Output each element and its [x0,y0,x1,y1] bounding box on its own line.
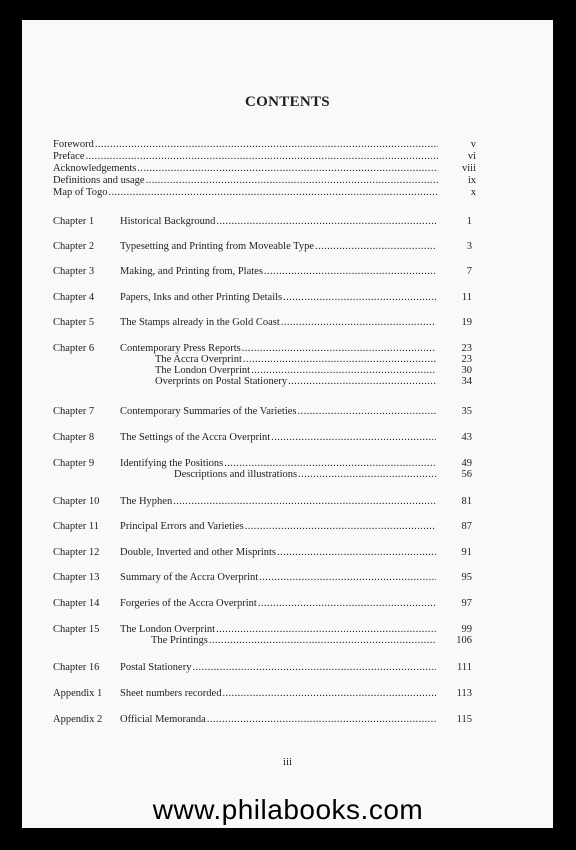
chapter-label: Appendix 1 [53,688,103,699]
entry-title: The Settings of the Accra Overprint ..... [120,432,436,443]
chapter-label: Chapter 8 [53,432,95,443]
chapter-label: Chapter 3 [53,266,95,277]
page-number: 30 [461,365,472,376]
entry-title: Descriptions and illustrations ..... [174,469,436,480]
page-number: 113 [456,688,472,699]
page-number: 7 [466,266,472,277]
page-number: ix [467,175,476,186]
chapter-label: Chapter 1 [53,216,95,227]
chapter-label: Chapter 14 [53,598,100,609]
chapter-label: Chapter 12 [53,547,100,558]
entry-title: The London Overprint ..... [155,365,436,376]
chapter-label: Chapter 2 [53,241,95,252]
page-number: 91 [461,547,472,558]
entry-title: Overprints on Postal Stationery ..... [155,376,436,387]
watermark-url: www.philabooks.com [152,794,424,825]
entry-title: Historical Background ..... [120,216,436,227]
page-number: 97 [461,598,472,609]
page-number: 115 [456,714,472,725]
chapter-label: Appendix 2 [53,714,103,725]
page-number: 56 [461,469,472,480]
entry-title: Acknowledgements ..... [53,163,438,174]
page-number: 19 [461,317,472,328]
contents-heading: CONTENTS [245,94,330,110]
page-number: 95 [461,572,472,583]
page-number: 81 [461,496,472,507]
page-number: 11 [461,292,472,303]
entry-title: The Accra Overprint ..... [155,354,436,365]
book-page [22,20,553,828]
chapter-label: Chapter 11 [53,521,99,532]
entry-title: Typesetting and Printing from Moveable Type ..... [120,241,436,252]
entry-title: Definitions and usage ..... [53,175,438,186]
page-number: 1 [466,216,472,227]
page-number: 35 [461,406,472,417]
page-number: 3 [466,241,472,252]
chapter-label: Chapter 16 [53,662,100,673]
chapter-label: Chapter 4 [53,292,95,303]
entry-title: Contemporary Press Reports ..... [120,343,436,354]
entry-title: Forgeries of the Accra Overprint ..... [120,598,436,609]
page-number: 23 [461,343,472,354]
entry-title: The Stamps already in the Gold Coast ..... [120,317,436,328]
page-number: v [470,139,476,150]
entry-title: The Hyphen ..... [120,496,436,507]
chapter-label: Chapter 9 [53,458,95,469]
entry-title: Identifying the Positions ..... [120,458,436,469]
page-number: viii [461,163,476,174]
entry-title: Contemporary Summaries of the Varieties ..... [120,406,436,417]
page-number: vi [467,151,476,162]
chapter-label: Chapter 10 [53,496,100,507]
entry-title: Sheet numbers recorded ..... [120,688,436,699]
entry-title: Making, and Printing from, Plates ..... [120,266,436,277]
chapter-label: Chapter 13 [53,572,100,583]
entry-title: Double, Inverted and other Misprints ..... [120,547,436,558]
entry-title: Papers, Inks and other Printing Details ..... [120,292,436,303]
chapter-label: Chapter 5 [53,317,95,328]
entry-title: Official Memoranda ..... [120,714,436,725]
chapter-label: Chapter 7 [53,406,95,417]
entry-title: Principal Errors and Varieties ..... [120,521,436,532]
page-number: 49 [461,458,472,469]
entry-title: The Printings ..... [151,635,436,646]
entry-title: Foreword ..... [53,139,438,150]
page-number: 34 [461,376,472,387]
page-number: 43 [461,432,472,443]
page-number: 23 [461,354,472,365]
entry-title: Map of Togo ..... [53,187,438,198]
page-number: 99 [461,624,472,635]
page-number: x [470,187,476,198]
page-number: 111 [457,662,472,673]
page-number: 87 [461,521,472,532]
chapter-label: Chapter 6 [53,343,95,354]
entry-title: The London Overprint ..... [120,624,436,635]
entry-title: Preface ..... [53,151,438,162]
entry-title: Postal Stationery ..... [120,662,436,673]
entry-title: Summary of the Accra Overprint ..... [120,572,436,583]
page-folio: iii [282,756,293,768]
chapter-label: Chapter 15 [53,624,100,635]
page-number: 106 [456,635,472,646]
